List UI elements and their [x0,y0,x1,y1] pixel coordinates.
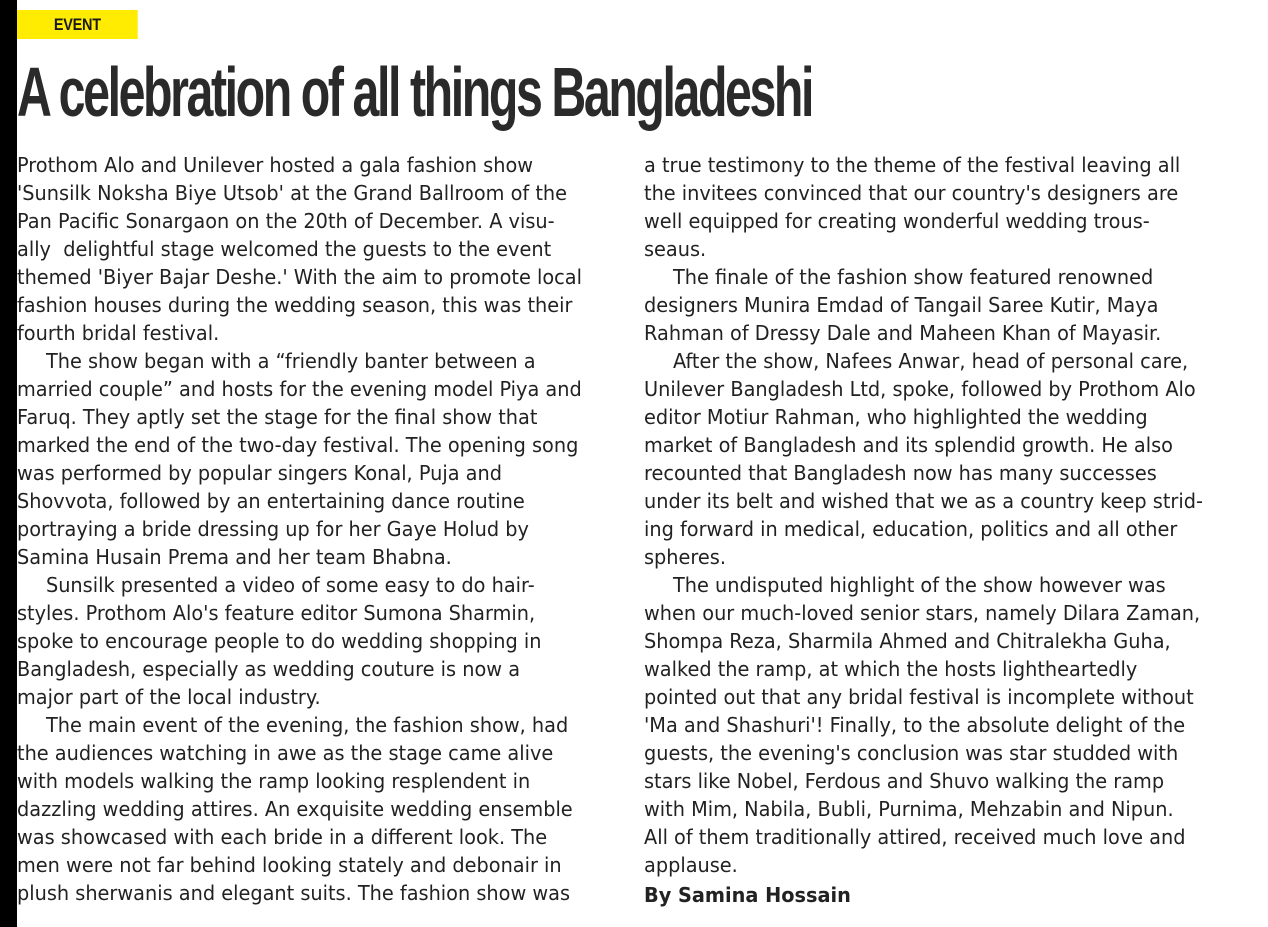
text-line: when our much-loved senior stars, namely Dilara Zaman, [644,601,1201,625]
text-line: The show began with a “friendly banter between a [45,349,536,373]
text-line: ally delightful stage welcomed the guests to the event [17,237,552,261]
text-line: styles. Prothom Alo's feature editor Sumona Sharmin, [17,601,536,625]
text-line: fourth bridal festival. [17,321,220,345]
left-edge-bar [0,0,17,927]
article-column-left [17,151,617,907]
text-line: portraying a bride dressing up for her Gaye Holud by [17,517,529,541]
text-line: The undisputed highlight of the show however was [672,573,1166,597]
text-line: marked the end of the two-day festival. The opening song [17,433,579,457]
section-tag [17,10,138,39]
text-line: a true testimony to the theme of the festival leaving all [644,153,1181,177]
article-headline: A celebration of all things Bangladeshi [17,53,813,131]
text-line: was performed by popular singers Konal, Puja and [17,461,502,485]
text-line: 'Sunsilk Noksha Biye Utsob' at the Grand Ballroom of the [17,181,568,205]
text-line: the invitees convinced that our country's designers are [644,181,1179,205]
text-line: was showcased with each bride in a different look. The [17,825,548,849]
text-line: stars like Nobel, Ferdous and Shuvo walking the ramp [644,769,1165,793]
text-line: spoke to encourage people to do wedding shopping in [17,629,542,653]
text-line: All of them traditionally attired, received much love and [644,825,1186,849]
text-line: ing forward in medical, education, politics and all other [644,517,1178,541]
text-line: fashion houses during the wedding season, this was their [17,293,573,317]
text-line: dazzling wedding attires. An exquisite wedding ensemble [17,797,573,821]
text-line: guests, the evening's conclusion was star studded with [644,741,1179,765]
text-line: Faruq. They aptly set the stage for the final show that [17,405,538,429]
text-line: spheres. [644,545,726,569]
text-line: Shovvota, followed by an entertaining dance routine [17,489,525,513]
text-line: 'Ma and Shashuri'! Finally, to the absolute delight of the [644,713,1186,737]
text-line: The main event of the evening, the fashion show, had [45,713,569,737]
text-line: Shompa Reza, Sharmila Ahmed and Chitralekha Guha, [644,629,1171,653]
text-line: with Mim, Nabila, Bubli, Purnima, Mehzabin and Nipun. [644,797,1174,821]
text-line: applause. [644,853,738,877]
text-line: Pan Pacific Sonargaon on the 20th of December. A visu- [17,209,555,233]
text-line: the audiences watching in awe as the stage came alive [17,741,554,765]
text-line: well equipped for creating wonderful wedding trous- [644,209,1150,233]
text-line: with models walking the ramp looking resplendent in [17,769,531,793]
text-line: Bangladesh, especially as wedding couture is now a [17,657,521,681]
text-line: Sunsilk presented a video of some easy to do hair- [45,573,535,597]
text-line: pointed out that any bridal festival is incomplete without [644,685,1194,709]
text-line: married couple” and hosts for the evening model Piya and [17,377,582,401]
text-line: designers Munira Emdad of Tangail Saree Kutir, Maya [644,293,1159,317]
article-column-right [644,151,1244,909]
text-line: Samina Husain Prema and her team Bhabna. [17,545,452,569]
text-line: Unilever Bangladesh Ltd, spoke, followed by Prothom Alo [644,377,1196,401]
section-tag-label: EVENT [53,14,101,34]
text-line: plush sherwanis and elegant suits. The fashion show was [17,881,571,905]
text-line: recounted that Bangladesh now has many successes [644,461,1157,485]
text-line: The finale of the fashion show featured renowned [672,265,1154,289]
text-line: themed 'Biyer Bajar Deshe.' With the aim to promote local [17,265,582,289]
text-line: Prothom Alo and Unilever hosted a gala fashion show [17,153,534,177]
text-line: market of Bangladesh and its splendid growth. He also [644,433,1174,457]
text-line: After the show, Nafees Anwar, head of personal care, [672,349,1189,373]
byline: By Samina Hossain [644,883,851,907]
text-line: walked the ramp, at which the hosts lightheartedly [644,657,1138,681]
text-line: under its belt and wished that we as a country keep strid- [644,489,1203,513]
text-line: editor Motiur Rahman, who highlighted the wedding [644,405,1148,429]
text-line: major part of the local industry. [17,685,321,709]
text-line: seaus. [644,237,707,261]
text-line: Rahman of Dressy Dale and Maheen Khan of Mayasir. [644,321,1162,345]
text-line: men were not far behind looking stately and debonair in [17,853,562,877]
